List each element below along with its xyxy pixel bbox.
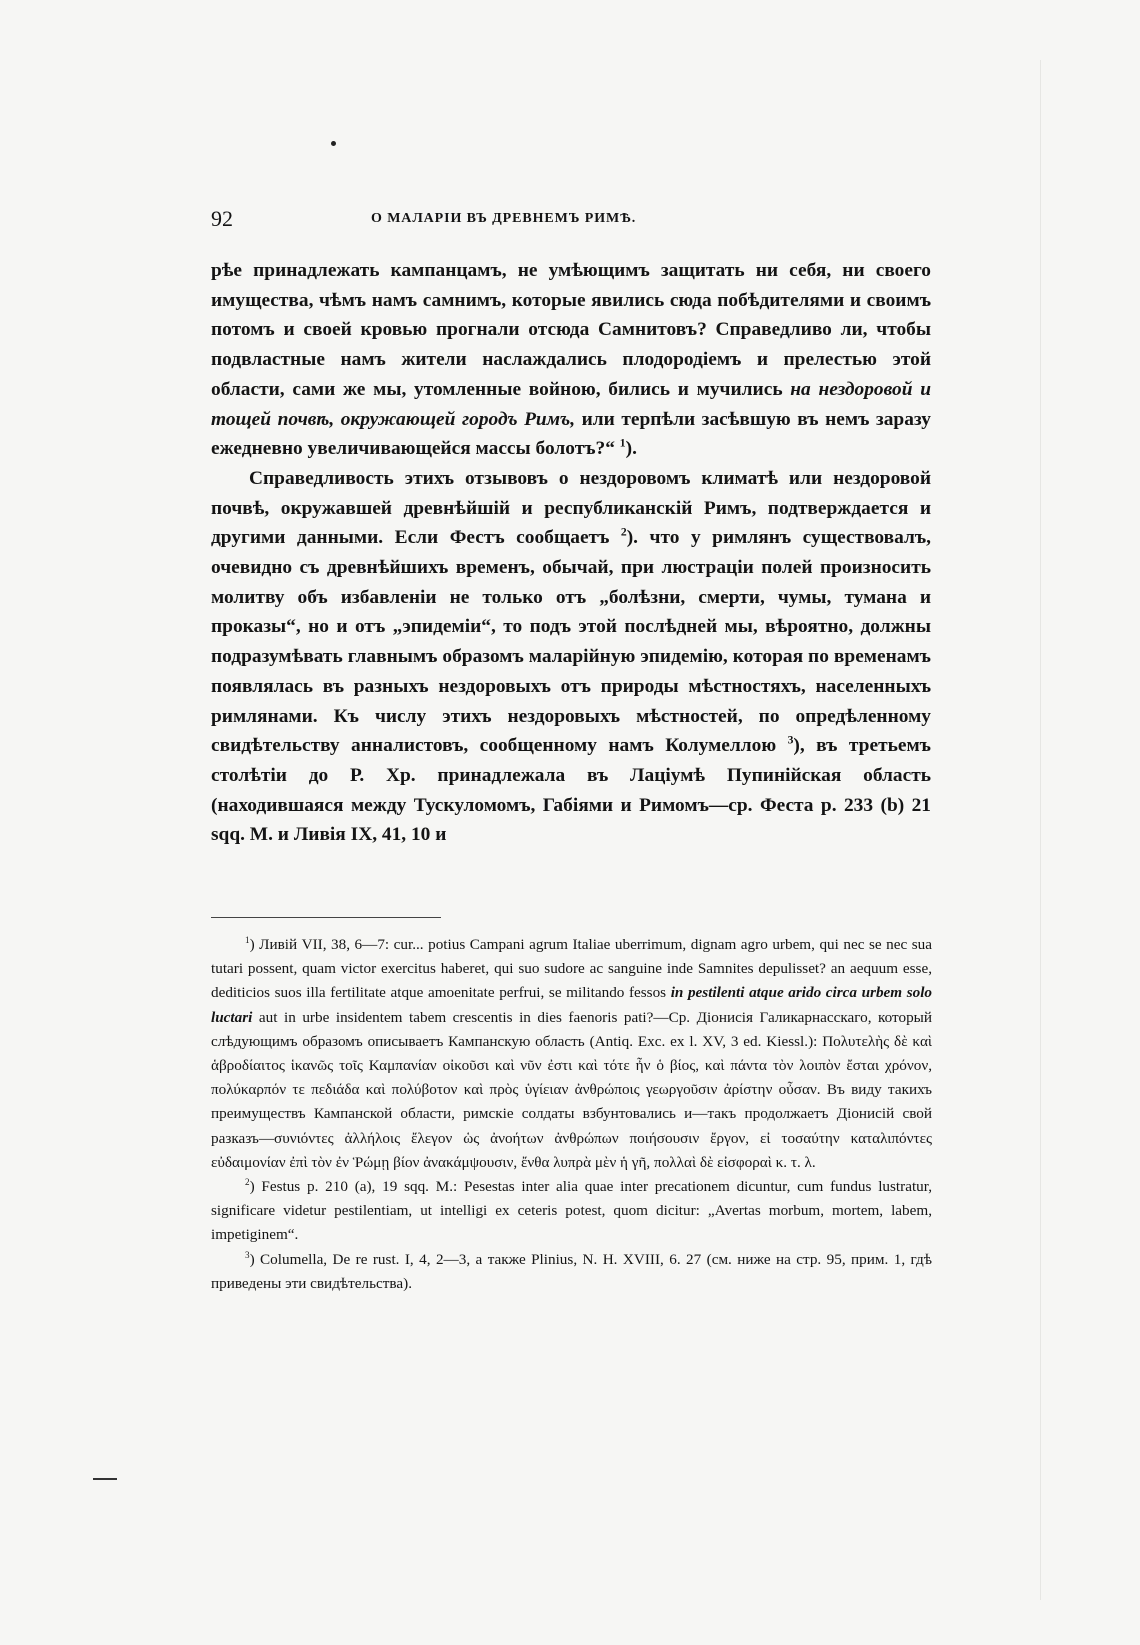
paragraph-1-text-b: или терпѣли засѣвшую въ немъ заразу ежедневно увеличивающейся массы болотъ?“ <box>211 408 931 460</box>
paragraph-1 <box>211 256 931 464</box>
paragraph-2 <box>211 464 931 850</box>
footnote-1-marker: 1 <box>245 934 250 945</box>
footnote-3 <box>211 1248 932 1296</box>
footnote-ref-2[interactable]: 2 <box>620 525 627 539</box>
paragraph-1-text-a: рѣе принадлежать кампанцамъ, не умѣющимъ защитать ни себя, ни своего имущества, чѣмъ намъ самнимъ, которые явились сюда побѣдителями и своимъ потомъ и своей кровью прогнали отсюда Самнитовъ? Справедливо ли, чтобы подвластные намъ жители наслаждались плодородіемъ и прелестью этой области, сами же мы, утомленные войною, бились и мучились <box>211 260 931 400</box>
footnote-3-marker: 3 <box>245 1249 250 1260</box>
paragraph-1-end: ). <box>625 438 637 460</box>
print-speck <box>331 141 336 146</box>
paragraph-1-italic: на нездоровой и тощей почвѣ, окружающей городъ Римъ, <box>211 378 931 430</box>
main-text <box>211 256 931 850</box>
footnote-2-marker: 2 <box>245 1176 250 1187</box>
footnote-ref-1[interactable]: 1 <box>619 436 626 450</box>
footnote-3-text: ) Columella, De re rust. I, 4, 2—3, а также Plinius, N. H. XVIII, 6. 27 (см. ниже на стр. 95, прим. 1, гдѣ приведены эти свидѣтельства). <box>211 1250 932 1292</box>
paragraph-2-text-a: Справедливость этихъ отзывовъ о нездоровомъ климатѣ или нездоровой почвѣ, окружавшей древнѣйшій и республиканскій Римъ, подтверждается и другими данными. Если Фестъ сообщаетъ <box>211 467 931 549</box>
footnote-ref-3[interactable]: 3 <box>787 733 794 747</box>
footnote-rule <box>211 917 441 918</box>
footnote-2-text: ) Festus p. 210 (a), 19 sqq. M.: Pesestas inter alia quae inter precationem dicuntur, cum fundus lustratur, significare videtur pestilentiam, ut intelligi ex ceteris potest, quom dicitur: „Avertas morbum, mortem, labem, impetiginem“. <box>211 1178 932 1244</box>
running-head <box>211 206 929 236</box>
footnote-2 <box>211 1175 932 1248</box>
paragraph-2-text-c: ), въ третьемъ столѣтіи до Р. Хр. принадлежала въ Лаціумѣ Пупинійская область (находившаяся между Тускуломомъ, Габіями и Римомъ—ср. Феста p. 233 (b) 21 sqq. M. и Ливія IX, 41, 10 и <box>211 735 931 846</box>
footnotes <box>211 933 932 1296</box>
running-title: О МАЛАРІИ ВЪ ДРЕВНЕМЪ РИМѢ. <box>371 211 637 226</box>
page-edge-line <box>1040 60 1041 1600</box>
margin-dash <box>93 1478 117 1480</box>
footnote-1-italic: in pestilenti atque arido circa urbem solo luctari <box>211 984 933 1026</box>
footnote-1-text-b: aut in urbe insidentem tabem crescentis in dies faenoris pati?—Ср. Діонисія Галикарнасскаго, который слѣдующимъ образомъ описываетъ Кампанскую область (Antiq. Exc. ex l. XV, 3 ed. Kiessl.): Πολυτελὴς δὲ καὶ ἁβροδίαιτος ἱκανῶς τοῖς Καμπανίαν οἰκοῦσι καὶ νῦν ἐστι καὶ τότε ἦν ὁ βίος, καὶ πάντα τὸν λοιπὸν ἔσται χρόνον, πολύκαρπόν τε πεδιάδα καὶ πολύβοτον καὶ πρὸς ὑγίειαν ἀνθρώποις γεωργοῦσιν ἀρίστην οὖσαν. Въ виду такихъ преимуществъ Кампанской области, римскіе солдаты взбунтовались и—такъ продолжаетъ Діонисій свой разказъ—συνιόντες ἀλλήλοις ἔλεγον ὡς ἀνοήτων ἀνθρώπων ποιήσουσιν ἔργον, εἰ τοσαύτην καταλιπόντες εὐδαιμονίαν ἐπὶ τὸν ἐν Ῥώμῃ βίον ἀνακάμψουσιν, ἔνθα λυπρὰ μὲν ἡ γῆ, πολλαὶ δὲ εἰσφοραὶ κ. τ. λ. <box>211 1008 932 1171</box>
page-number: 92 <box>211 206 233 231</box>
footnote-1-text-a: ) Ливій VII, 38, 6—7: cur... potius Campani agrum Italiae uberrimum, dignam agro urbem, qui nec se nec sua tutari possent, quam victor exercitus haberet, qui suo sudore ac sanguine inde Samnites depulisset? an aequum esse, dediticios suos illa fertilitate atque amoenitate perfrui, se militando fessos <box>211 936 932 1002</box>
footnote-1 <box>211 933 932 1175</box>
paragraph-2-text-b: ). что у римлянъ существовалъ, очевидно съ древнѣйшихъ временъ, обычай, при люстраціи полей произносить молитву объ избавленіи не только отъ „болѣзни, смерти, чумы, тумана и проказы“, но и отъ „эпидеміи“, то подъ этой послѣдней мы, вѣроятно, должны подразумѣвать главнымъ образомъ маларійную эпидемію, которая по временамъ появлялась въ разныхъ нездоровыхъ отъ природы мѣстностяхъ, населенныхъ римлянами. Къ числу этихъ нездоровыхъ мѣстностей, по опредѣленному свидѣтельству анналистовъ, сообщенному намъ Колумеллою <box>211 527 931 757</box>
